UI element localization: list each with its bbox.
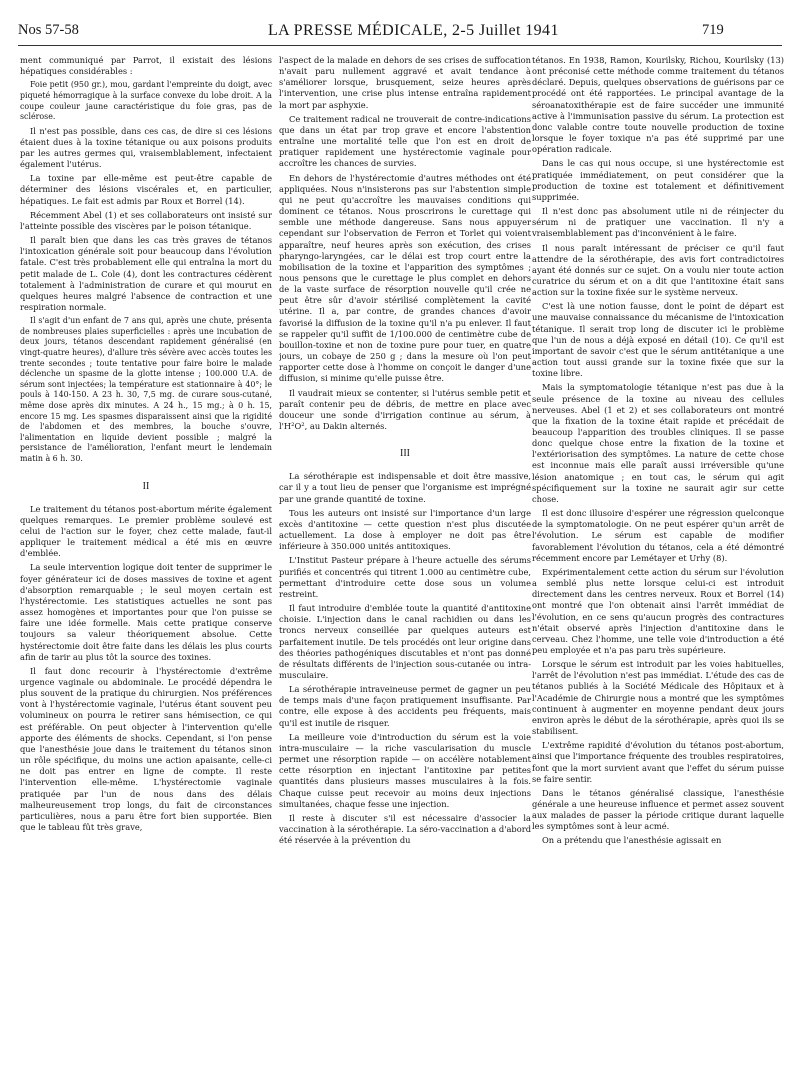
paragraph: L'Institut Pasteur prépare à l'heure actuelle des sérums purifiés et concentrés qui titrent 1.000 au centimètre cube, permettant d'introduire cette dose sous un volume restreint. [279, 555, 531, 599]
paragraph: Il n'est donc pas absolument utile ni de réinjecter du sérum ni de pratiquer une vaccination. Il n'y a vraisemblablement pas d'inconvénient à le faire. [532, 206, 784, 239]
paragraph: Il nous paraît intéressant de préciser ce qu'il faut attendre de la sérothérapie, des avis fort contradictoires ayant été donnés sur ce sujet. On a voulu nier toute action curatrice du sérum et on a dit que l'antitoxine était sans action sur la toxine fixée sur le système nerveux. [532, 242, 784, 298]
quoted-observation: Foie petit (950 gr.), mou, gardant l'empreinte du doigt, avec piqueté hémorragique à la surface convexe du lobe droit. A la coupe couleur jaune caractéristique du foie gras, pas de sclérose. [20, 80, 272, 122]
paragraph: Il reste à discuter s'il est nécessaire d'associer la vaccination à la sérothérapie. La séro-vaccination a d'abord été réservée à la prévention du [279, 812, 531, 846]
paragraph: Il vaudrait mieux se contenter, si l'utérus semble petit et paraît contenir peu de débris, de mettre en place avec douceur une sonde d'irrigation continue au sérum, à l'H²O², au Dakin alternés. [279, 387, 531, 431]
paragraph: En dehors de l'hystérectomie d'autres méthodes ont été appliquées. Nous n'insisterons pas sur l'abstention simple qui ne peut qu'accroître les mauvaises conditions qui dominent ce tétanos. Nous proscrirons le curettage qui semble une méthode dangereuse. Sans nous appuyer cependant sur l'observation de Ferron et Torlet qui voient apparaître, neuf heures après son exécution, des crises pharyngo-laryngées, car le délai est trop court entre la mobilisation de la toxine et l'apparition des symptômes ; nous pensons que le curettage le plus complet en dehors de la vaste surface de résorption nouvelle qu'il crée ne peut être sûr d'avoir stérilisé complètement la cavité utérine. Il a, par contre, de grandes chances d'avoir favorisé la diffusion de la toxine qu'il n'a pu enlever. Il faut se rappeler qu'il suffit de 1/100.000 de centimètre cube de bouillon-toxine et non de toxine pure pour tuer, en quatre jours, un cobaye de 250 g ; dans la mesure où l'on peut rapporter cette dose à l'homme on conçoit le danger d'une diffusion, si minime qu'elle puisse être. [279, 172, 531, 384]
paragraph: Il faut introduire d'emblée toute la quantité d'antitoxine choisie. L'injection dans le canal rachidien ou dans les troncs nerveux conseillée par quelques auteurs est parfaitement inutile. De tels procédés ont leur origine dans des théories pathogéniques discutables et n'ont pas donné de résultats différents de l'injection sous-cutanée ou intra-musculaire. [279, 603, 531, 680]
paragraph: On a prétendu que l'anesthésie agissait en [542, 835, 722, 846]
case-report: Il s'agit d'un enfant de 7 ans qui, après une chute, présenta de nombreuses plaies superficielles : après une incubation de deux jours, tétanos descendant rapidement généralisé (en vingt-quatre heures), d'allure très sévère avec accès toutes les trente secondes ; toute tentative pour faire boire le malade déclenche un spasme de la glotte intense ; 100.000 U.A. de sérum sont injectées; la température est stationnaire à 40°; le pouls à 140-150. A 23 h. 30, 7,5 mg. de curare sous-cutané, même dose après dix minutes. A 24 h., 15 mg.; à 0 h. 15, encore 15 mg. Les spasmes disparaissent ainsi que la rigidité de l'abdomen et des membres, la bouche s'ouvre, l'alimentation en liquide devient possible ; malgré la persistance de l'amélioration, l'enfant meurt le lendemain matin à 6 h. 30. [20, 316, 272, 463]
paragraph: Dans le cas qui nous occupe, si une hystérectomie est pratiquée immédiatement, on peut considérer que la production de toxine est totalement et définitivement supprimée. [532, 158, 784, 202]
paragraph: La toxine par elle-même est peut-être capable de déterminer des lésions viscérales et, en particulier, hépatiques. Le fait est admis par Roux et Borrel (14). [20, 173, 272, 206]
column-right [532, 55, 784, 1075]
section-heading: III [400, 448, 410, 460]
journal-title: LA PRESSE MÉDICALE, 2-5 Juillet 1941 [268, 22, 559, 39]
paragraph: Expérimentalement cette action du sérum sur l'évolution a semblé plus nette lorsque celui-ci est introduit directement dans les centres nerveux. Roux et Borrel (14) ont montré que l'on obtenait ainsi l'arrêt immédiat de l'évolution, en ce sens qu'aucun progrès des contractures n'était observé après l'injection d'antitoxine dans le cerveau. Chez l'homme, une telle voie d'introduction a été peu employée et n'a pas paru très supérieure. [532, 566, 784, 655]
paragraph: Il faut donc recourir à l'hystérectomie d'extrême urgence vaginale ou abdominale. Le procédé dépendra le plus souvent de la pratique du chirurgien. Nos préférences vont à l'hystérectomie vaginale, l'utérus étant souvent peu volumineux on pourra le retirer sans hémisection, ce qui est préférable. On peut objecter à l'intervention qu'elle apporte des éléments de shocks. Cependant, si l'on pense que l'anesthésie joue dans le traitement du tétanos sinon un rôle spécifique, du moins une action apaisante, celle-ci ne doit pas entrer en ligne de compte. Il reste l'intervention elle-même. L'hystérectomie vaginale pratiquée par l'un de nous dans des délais malheureusement trop longs, du fait de circonstances particulières, nous a paru être fort bien supportée. Bien que le tableau fût très grave, [20, 665, 272, 833]
paragraph: Ce traitement radical ne trouverait de contre-indications que dans un état par trop grave et encore l'abstention entraîne une mortalité telle que l'on est en droit de pratiquer rapidement une hystérectomie vaginale pour accroître les chances de survies. [279, 113, 531, 169]
paragraph: tétanos. En 1938, Ramon, Kourilsky, Richou, Kourilsky (13) ont préconisé cette méthode comme traitement du tétanos déclaré. Depuis, quelques observations de guérisons par ce procédé ont été rapportées. Le principal avantage de la séroanatoxithérapie est de faire succéder une immunité active à l'immunisation passive du sérum. La protection est donc valable contre toute nouvelle production de toxine lorsque le foyer toxique n'a pas été supprimé par une opération radicale. [532, 55, 784, 155]
paragraph: Il est donc illusoire d'espérer une régression quelconque de la symptomatologie. On ne peut espérer qu'un arrêt de l'évolution. Le sérum est capable de modifier favorablement l'évolution du tétanos, cela a été démontré récemment encore par Lemétayer et Urhy (8). [532, 508, 784, 563]
paragraph: La meilleure voie d'introduction du sérum est la voie intra-musculaire — la riche vascularisation du muscle permet une résorption rapide — on accélère notablement cette résorption en injectant l'antitoxine par petites quantités dans plusieurs masses musculaires à la fois. Chaque cuisse peut recevoir au moins deux injections simultanées, chaque fesse une injection. [279, 731, 531, 809]
paragraph: La sérothérapie est indispensable et doit être massive, car il y a tout lieu de penser que l'organisme est imprégné par une grande quantité de toxine. [279, 471, 531, 504]
page-header [0, 22, 800, 42]
paragraph: Il n'est pas possible, dans ces cas, de dire si ces lésions étaient dues à la toxine tétanique ou aux poisons produits par les autres germes qui, vraisemblablement, infectaient également l'utérus. [20, 125, 272, 170]
paragraph: La sérothérapie intraveineuse permet de gagner un peu de temps mais d'une façon pratiquement insuffisante. Par contre, elle expose à des accidents peu fréquents, mais qu'il est inutile de risquer. [279, 684, 531, 728]
paragraph: L'extrême rapidité d'évolution du tétanos post-abortum, ainsi que l'importance fréquente des troubles respiratoires, font que la mort survient avant que l'effet du sérum puisse se faire sentir. [532, 740, 784, 784]
paragraph: C'est là une notion fausse, dont le point de départ est une mauvaise connaissance du mécanisme de l'intoxication tétanique. Il serait trop long de discuter ici le problème que l'un de nous a déjà exposé en détail (10). Ce qu'il est important de savoir c'est que le sérum antitétanique a une action tout aussi grande sur la toxine fixée que sur la toxine libre. [532, 301, 784, 379]
header-rule [18, 45, 782, 46]
paragraph: Lorsque le sérum est introduit par les voies habituelles, l'arrêt de l'évolution n'est pas immédiat. L'étude des cas de tétanos publiés à la Société Médicale des Hôpitaux et à l'Académie de Chirurgie nous a montré que les symptômes continuent à augmenter en moyenne pendant deux jours environ après le début de la sérothérapie, après quoi ils se stabilisent. [532, 659, 784, 737]
column-middle [279, 55, 531, 1075]
paragraph: La seule intervention logique doit tenter de supprimer le foyer générateur ici de doses massives de toxine et agent d'absorption remarquable ; le seul moyen certain est l'hystérectomie. Les statistiques actuelles ne sont pas assez homogènes et importantes pour que l'on puisse se faire une idée formelle. Mais cette pratique conserve toujours sa valeur théoriquement absolue. Cette hystérectomie doit être faite dans les délais les plus courts afin de tarir au plus tôt la source des toxines. [20, 562, 272, 662]
paragraph: Mais la symptomatologie tétanique n'est pas due à la seule présence de la toxine au niveau des cellules nerveuses. Abel (1 et 2) et ses collaborateurs ont montré que la fixation de la toxine était rapide et précédait de beaucoup l'apparition des troubles cliniques. Il se passe donc quelque chose entre la fixation de la toxine et l'extériorisation des symptômes. La nature de cette chose est inconnue mais elle paraît aussi irréversible qu'une lésion anatomique ; en tout cas, le sérum qui agit spécifiquement sur la toxine ne saurait agir sur cette chose. [532, 382, 784, 504]
paragraph: Récemment Abel (1) et ses collaborateurs ont insisté sur l'atteinte possible des viscères par le poison tétanique. [20, 209, 272, 231]
column-left [20, 55, 272, 1075]
paragraph: ment communiqué par Parrot, il existait des lésions hépatiques considérables : [20, 55, 272, 77]
paragraph: Le traitement du tétanos post-abortum mérite également quelques remarques. Le premier problème soulevé est celui de l'action sur le foyer, chez cette malade, faut-il appliquer le traitement médical a été mis en œuvre d'emblée. [20, 503, 272, 559]
section-heading: II [142, 480, 150, 492]
paragraph: Dans le tétanos généralisé classique, l'anesthésie générale a une heureuse influence et permet assez souvent aux malades de passer la période critique durant laquelle les symptômes sont à leur acmé. [532, 787, 784, 832]
paragraph: Tous les auteurs ont insisté sur l'importance d'un large excès d'antitoxine — cette question n'est plus discutée actuellement. La dose à employer ne doit pas être inférieure à 350.000 unités antitoxiques. [279, 507, 531, 552]
page-number: 719 [702, 22, 724, 38]
issue-number: Nos 57-58 [18, 22, 79, 38]
paragraph: l'aspect de la malade en dehors de ses crises de suffocation n'avait paru nullement aggravé et avait tendance à s'améliorer lorsque, brusquement, seize heures après l'intervention, une crise plus intense entraîna rapidement la mort par asphyxie. [279, 55, 531, 110]
paragraph: Il paraît bien que dans les cas très graves de tétanos l'intoxication générale soit pour beaucoup dans l'évolution fatale. C'est très probablement elle qui entraîna la mort du petit malade de L. Cole (4), dont les contractures cédèrent totalement à l'administration de curare et qui mourut en quelques heures malgré l'absence de contraction et une respiration normale. [20, 235, 272, 313]
